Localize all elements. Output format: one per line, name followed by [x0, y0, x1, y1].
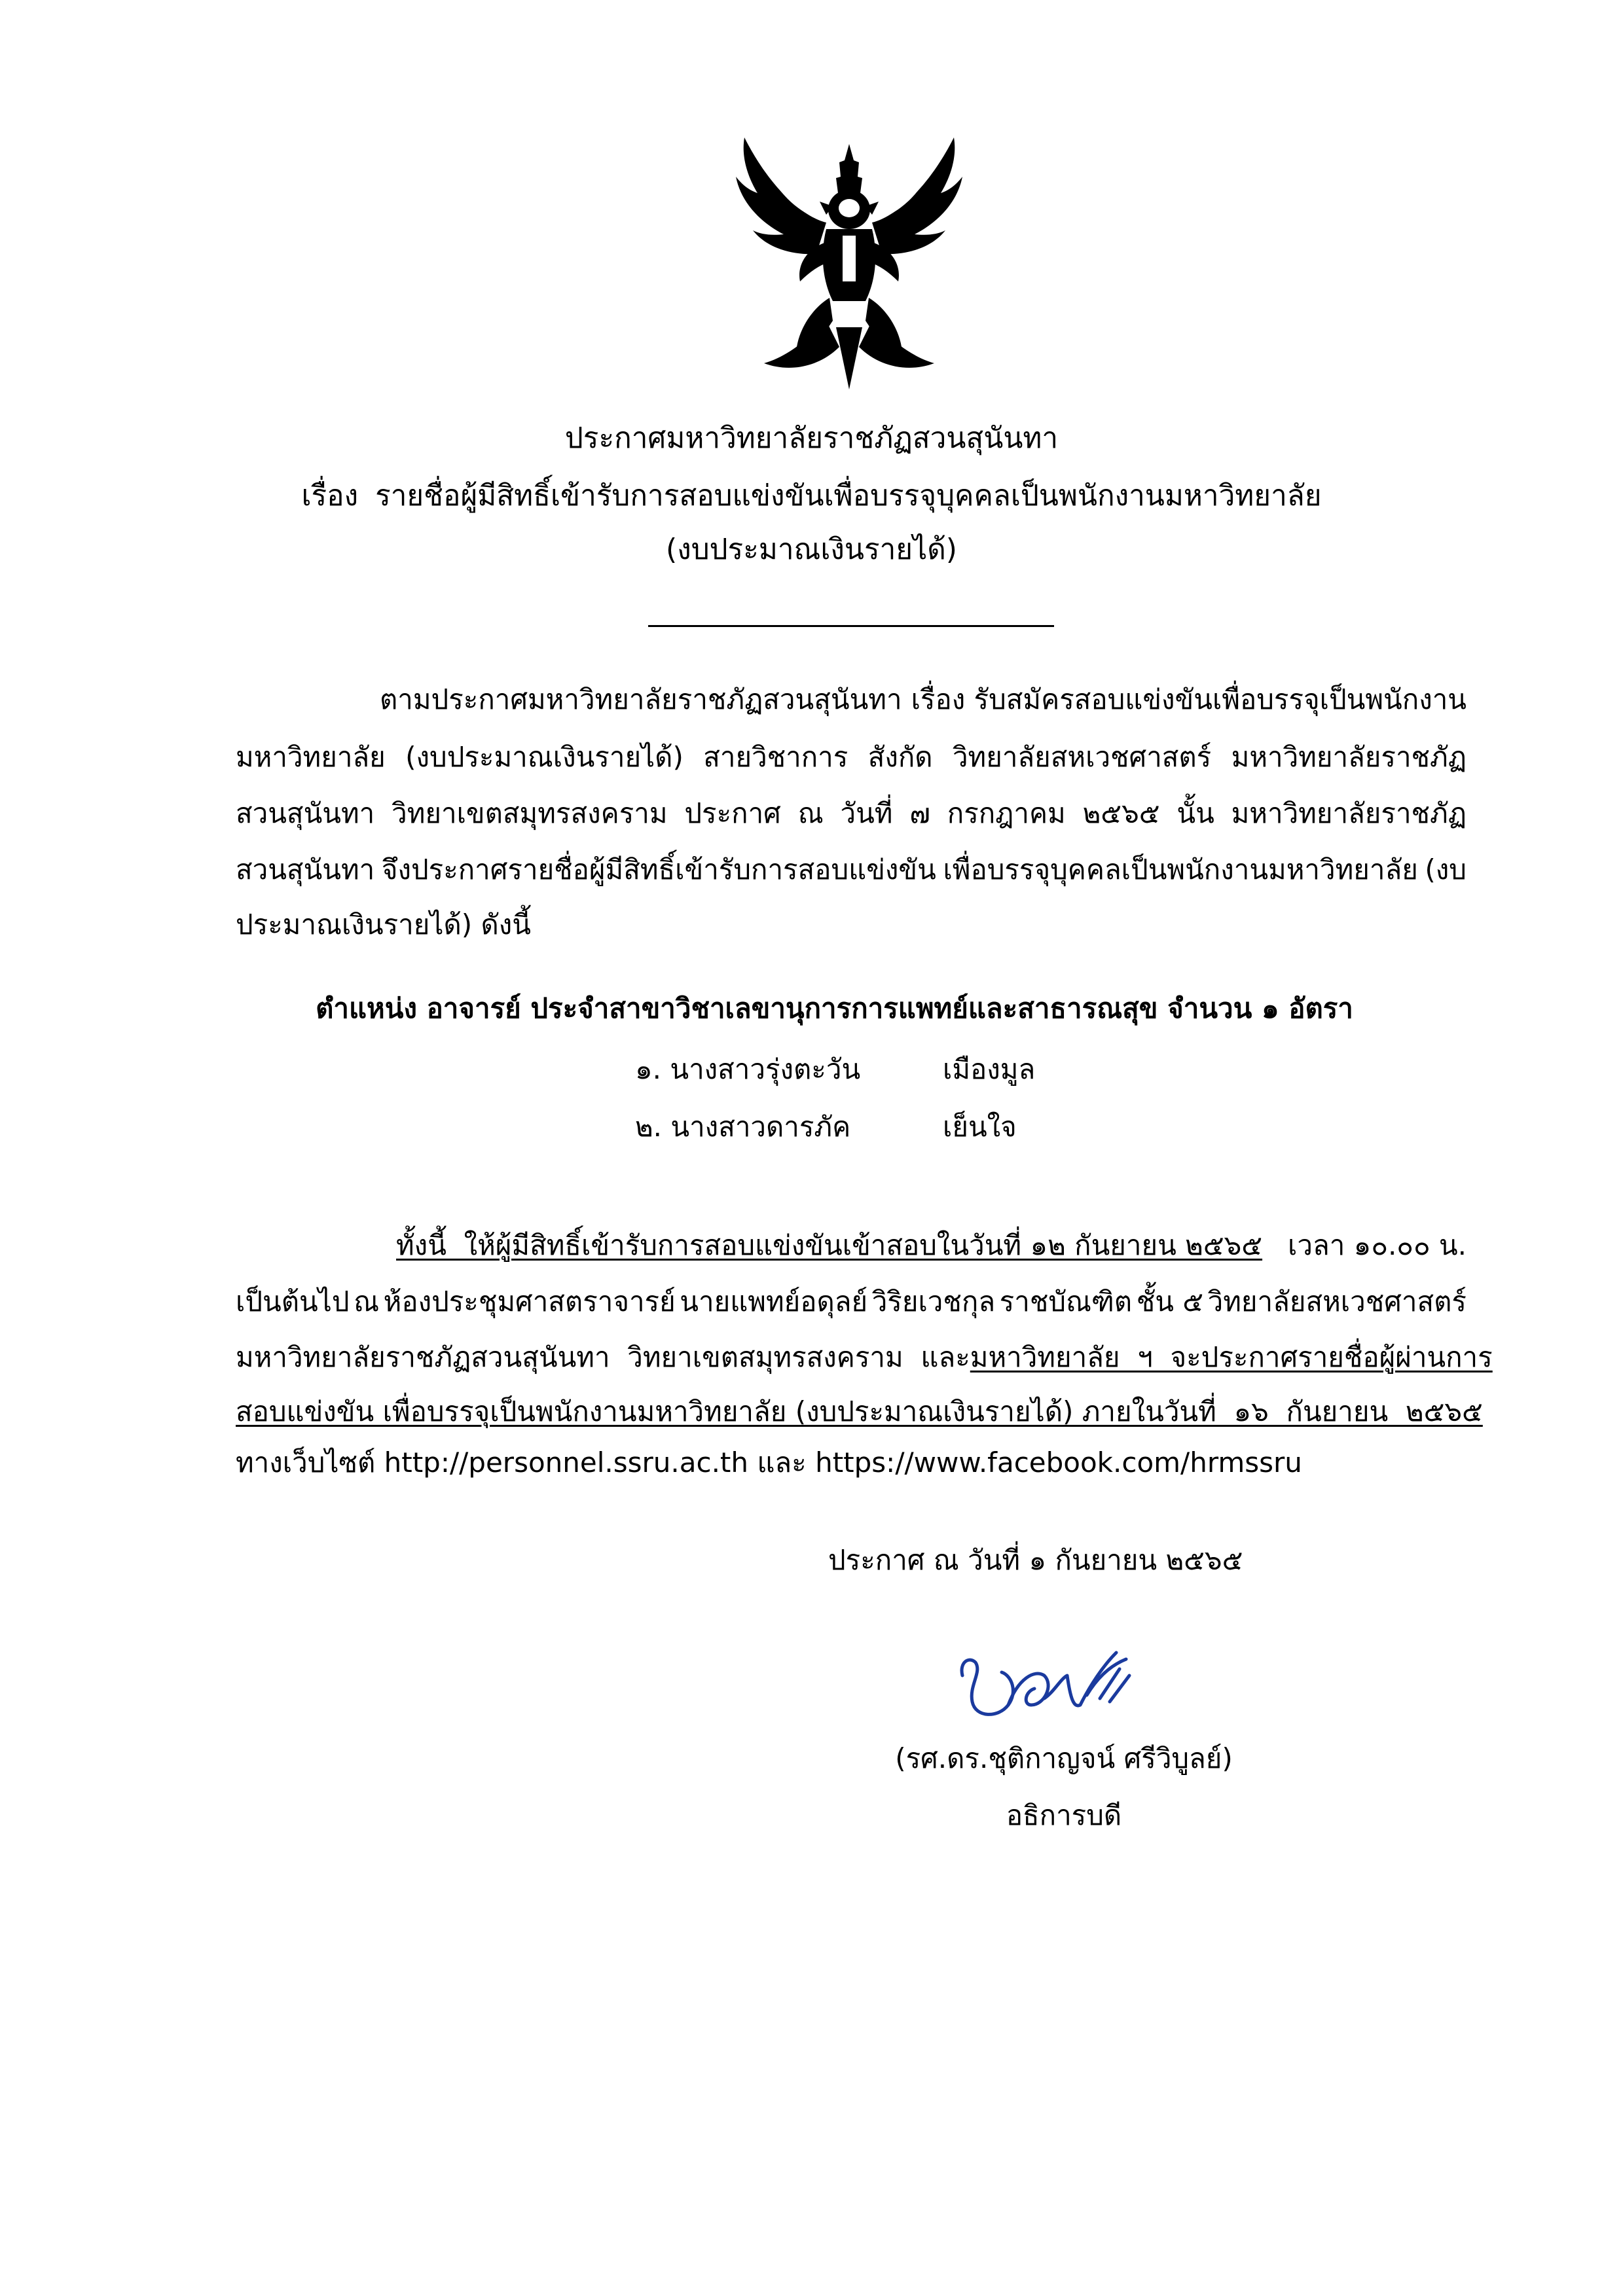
text-segment: ๗ [909, 797, 930, 829]
signer-name: (รศ.ดร.ชุติกาญจน์ ศรีวิบูลย์) [895, 1742, 1233, 1774]
announcement-subject [0, 476, 1623, 516]
text-segment: วิทยาลัยสหเวชศาสตร์ [1207, 1285, 1467, 1318]
result-date-text: สอบแข่งขัน เพื่อบรรจุเป็นพนักงานมหาวิทยาลัย (งบประมาณเงินรายได้) ภายในวันที่ ๑๖ กันยายน ๒๕๖๕ [236, 1395, 1483, 1427]
text-segment: (งบ [1425, 853, 1467, 886]
exam-time-text: เวลา ๑๐.๐๐ น. [1288, 1229, 1467, 1261]
handwritten-signature [946, 1613, 1142, 1744]
subject-label: เรื่อง [301, 479, 359, 512]
text-segment: สายวิชาการ [703, 741, 848, 773]
text-segment: มหาวิทยาลัยราชภัฏสวนสุนันทา วิทยาเขตสมุทรสงคราม และ [236, 1341, 970, 1373]
paragraph2-line [236, 1338, 1493, 1376]
text-segment: ประมาณเงินรายได้) ดังนี้ [236, 908, 531, 941]
announcement-date: ประกาศ ณ วันที่ ๑ กันยายน ๒๕๖๕ [828, 1544, 1243, 1576]
paragraph1-line [236, 851, 1467, 889]
paragraph1-line [236, 738, 1467, 776]
website-text: ทางเว็บไซต์ http://personnel.ssru.ac.th และ https://www.facebook.com/hrmssru [236, 1446, 1302, 1479]
candidate-name: ๑. นางสาวรุ่งตะวัน [635, 1053, 861, 1085]
paragraph2-line [236, 1444, 1467, 1482]
text-segment: ราชบัณฑิต [999, 1285, 1133, 1318]
subject-text: รายชื่อผู้มีสิทธิ์เข้ารับการสอบแข่งขันเพื่อบรรจุบุคคลเป็นพนักงานมหาวิทยาลัย [375, 479, 1322, 512]
paragraph1-line [236, 906, 1467, 944]
text-segment: มหาวิทยาลัยราชภัฏ [1231, 797, 1467, 829]
text-segment: ประกาศ [684, 797, 781, 829]
text-segment: มหาวิทยาลัยราชภัฏ [1231, 741, 1467, 773]
candidate-name: ๒. นางสาวดารภัค [635, 1111, 851, 1143]
paragraph1-line [380, 681, 1467, 719]
text-segment: ณ [354, 1285, 380, 1318]
announcement-heading: ประกาศมหาวิทยาลัยราชภัฏสวนสุนันทา [564, 422, 1059, 455]
paragraph2-line [236, 1393, 1483, 1431]
text-segment: วันที่ [840, 797, 893, 829]
text-segment: สวนสุนันทา [236, 853, 375, 886]
text-segment: กรกฎาคม [947, 797, 1066, 829]
text-segment: วิทยาเขตสมุทรสงคราม [392, 797, 668, 829]
position-title: ตำแหน่ง อาจารย์ ประจำสาขาวิชาเลขานุการการแพทย์และสาธารณสุข จำนวน ๑ อัตรา [316, 992, 1353, 1024]
text-segment: ชั้น ๕ [1136, 1285, 1204, 1318]
header-divider [648, 625, 1054, 627]
candidate-surname: เย็นใจ [943, 1111, 1017, 1143]
text-segment: มหาวิทยาลัย [236, 741, 386, 773]
paragraph2-line [236, 1283, 1467, 1321]
text-segment: มหาวิทยาลัย ฯ จะประกาศรายชื่อผู้ผ่านการ [970, 1341, 1493, 1373]
text-segment: สวนสุนันทา [236, 797, 375, 829]
garuda-emblem [728, 131, 970, 393]
text-segment: จึงประกาศรายชื่อผู้มีสิทธิ์เข้ารับการสอบแข่งขัน [381, 853, 936, 886]
text-segment: นายแพทย์อดุลย์ [680, 1285, 868, 1318]
paragraph2-line [396, 1227, 1467, 1265]
text-segment: นั้น [1176, 797, 1214, 829]
text-segment: ณ [797, 797, 824, 829]
text-segment: เพื่อบรรจุบุคคลเป็นพนักงานมหาวิทยาลัย [943, 853, 1418, 886]
signer-title: อธิการบดี [1006, 1799, 1122, 1831]
text-segment: ๒๕๖๕ [1082, 797, 1160, 829]
text-segment: เป็นต้นไป [236, 1285, 350, 1318]
text-segment: ตามประกาศมหาวิทยาลัยราชภัฏสวนสุนันทา [380, 683, 902, 715]
text-segment: เรื่อง รับสมัครสอบแข่งขันเพื่อบรรจุเป็นพนักงาน [911, 683, 1467, 715]
text-segment: วิทยาลัยสหเวชศาสตร์ [952, 741, 1212, 773]
exam-date-text: ทั้งนี้ ให้ผู้มีสิทธิ์เข้ารับการสอบแข่งขันเข้าสอบในวันที่ ๑๒ กันยายน ๒๕๖๕ [396, 1229, 1263, 1261]
text-segment: สังกัด [867, 741, 933, 773]
text-segment: วิริยเวชกุล [871, 1285, 996, 1318]
budget-note: (งบประมาณเงินรายได้) [666, 533, 957, 566]
candidate-surname: เมืองมูล [943, 1053, 1036, 1085]
text-segment: ห้องประชุมศาสตราจารย์ [383, 1285, 676, 1318]
paragraph1-line [236, 795, 1467, 833]
text-segment: (งบประมาณเงินรายได้) [405, 741, 684, 773]
